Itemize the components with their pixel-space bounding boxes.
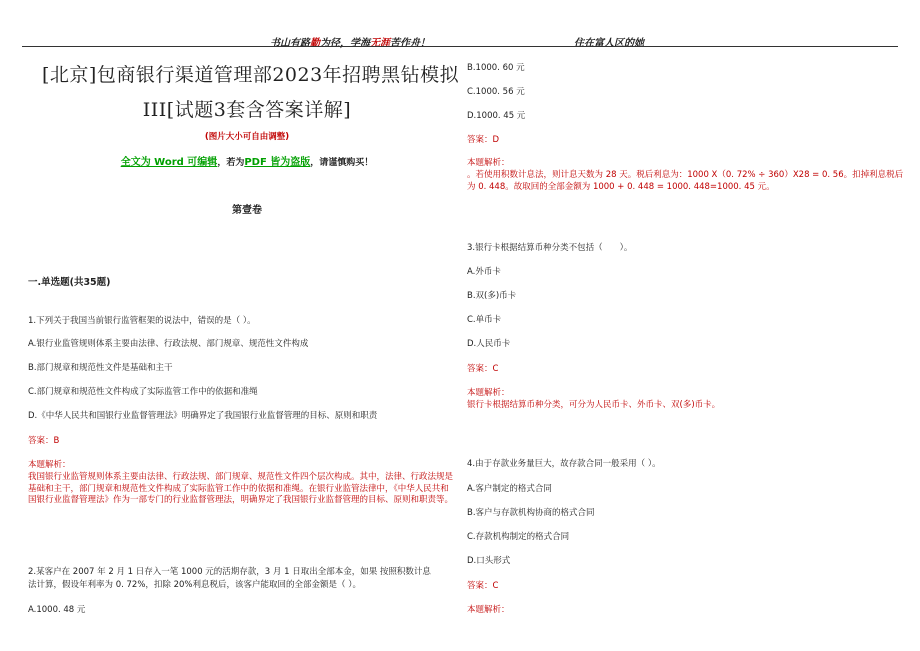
question-2-analysis-title: 本题解析：	[467, 158, 510, 168]
question-3-option-a: A.外币卡	[467, 267, 501, 277]
edit-note: 全文为 Word 可编辑，若为PDF 皆为盗版，请谨慎购买！	[120, 157, 374, 168]
header-motto-left: 书山有路勤为径，学海无涯苦作舟！	[270, 38, 430, 49]
question-3-analysis: 银行卡根据结算币种分类，可分为人民币卡、外币卡、双(多)币卡。	[467, 400, 721, 410]
question-1-option-a: A.银行业监管规则体系主要由法律、行政法规、部门规章、规范性文件构成	[28, 339, 309, 349]
question-3-analysis-title: 本题解析：	[467, 388, 510, 398]
question-4-option-a: A.客户制定的格式合同	[467, 484, 552, 494]
question-2-option-c: C.1000. 56 元	[467, 87, 525, 97]
question-2-stem-line1: 2.某客户在 2007 年 2 月 1 日存入一笔 1000 元的活期存款，3 月 1 日取出全部本金，如果 按照积数计息	[28, 567, 431, 577]
question-2-answer: 答案：D	[467, 135, 500, 145]
question-4-option-d: D.口头形式	[467, 556, 511, 566]
question-2-option-b: B.1000. 60 元	[467, 63, 525, 73]
image-resize-note: (图片大小可自由调整)	[204, 132, 290, 142]
question-4-analysis-title: 本题解析：	[467, 605, 510, 615]
question-3-option-c: C.单币卡	[467, 315, 502, 325]
question-1-analysis-title: 本题解析：	[28, 460, 71, 470]
question-3-stem: 3.银行卡根据结算币种分类不包括（ ）。	[467, 243, 633, 253]
question-1-analysis: 我国银行业监管规则体系主要由法律、行政法规、部门规章、规范性文件四个层次构成。其中，法律、行政法规是基础和主干，部门规章和规范性文件构成了实际监管工作中的依据和准绳。在银行业监管法律中，《中华人民共和国银行业监督管理法》作为一部专门的行业监督管理法，明确界定了我国银行业监督管理的目标、原则和职责等。	[28, 472, 454, 505]
question-1-option-b: B.部门规章和规范性文件是基础和主干	[28, 363, 173, 373]
page-title-line2: III[试题3套含答案详解]	[142, 99, 352, 121]
question-2-stem-line2: 法计算，假设年利率为 0. 72%，扣除 20%利息税后，该客户能取回的全部金额是（ ）。	[28, 580, 361, 590]
question-3-option-b: B.双(多)币卡	[467, 291, 517, 301]
section-title: 一.单选题(共35题)	[28, 277, 111, 288]
volume-title: 第壹卷	[232, 205, 262, 216]
question-3-answer: 答案：C	[467, 364, 499, 374]
question-4-option-b: B.客户与存款机构协商的格式合同	[467, 508, 595, 518]
question-1-stem: 1.下列关于我国当前银行监管框架的说法中，错误的是（ ）。	[28, 316, 256, 326]
question-4-answer: 答案：C	[467, 581, 499, 591]
question-2-option-d: D.1000. 45 元	[467, 111, 526, 121]
question-1-option-c: C.部门规章和规范性文件构成了实际监管工作中的依据和准绳	[28, 387, 258, 397]
question-3-option-d: D.人民币卡	[467, 339, 511, 349]
question-2-option-a: A.1000. 48 元	[28, 605, 86, 615]
question-2-analysis: 。若使用积数计息法，则计息天数为 28 天。税后利息为：1000 X（0. 72% ÷ 360）X28 = 0. 56。扣掉利息税后为 0. 448。故取回的全部金额为 1000 + 0. 448 = 1000. 448=1000. 45 元。	[467, 170, 904, 192]
header-motto-right: 住在富人区的她	[574, 38, 644, 49]
header-divider	[22, 46, 898, 47]
question-4-stem: 4.由于存款业务量巨大，故存款合同一般采用（ ）。	[467, 459, 661, 469]
page-title-line1: [北京]包商银行渠道管理部2023年招聘黑钻模拟	[42, 64, 460, 86]
question-1-answer: 答案：B	[28, 436, 60, 446]
question-4-option-c: C.存款机构制定的格式合同	[467, 532, 570, 542]
question-1-option-d: D.《中华人民共和国银行业监督管理法》明确界定了我国银行业监督管理的目标、原则和职责	[28, 411, 378, 421]
